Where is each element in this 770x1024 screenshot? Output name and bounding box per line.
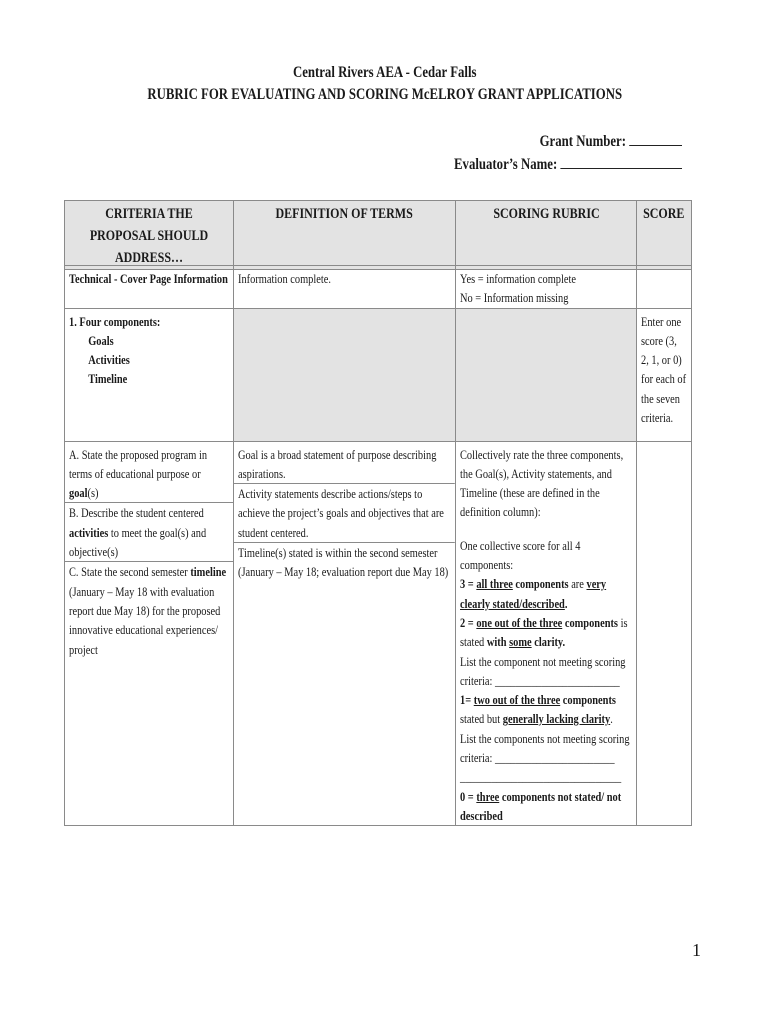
technical-criteria: Technical - Cover Page Information xyxy=(65,266,234,309)
definition-timeline: Timeline(s) stated is within the second semester (January – May 18; evaluation report due May 18) xyxy=(238,545,449,580)
rubric-list-2[interactable]: List the components not meeting scoring criteria: _______________________ _______________________________ xyxy=(460,730,630,785)
score-instruction: Enter one score (3, 2, 1, or 0) for each of the seven criteria. xyxy=(637,308,692,441)
detail-score-cell[interactable] xyxy=(637,441,692,826)
component-goals: Goals xyxy=(88,332,114,348)
components-definition-shaded xyxy=(234,308,456,441)
detail-criteria xyxy=(65,441,234,826)
rubric-header-table xyxy=(64,200,692,270)
definition-activity: Activity statements describe actions/steps to achieve the project’s goals and objectives that are student centered. xyxy=(238,486,444,540)
criteria-b: B. Describe the student centered activities to meet the goal(s) and objective(s) xyxy=(69,505,207,560)
detail-definitions xyxy=(234,441,456,826)
organization-name: Central Rivers AEA - Cedar Falls xyxy=(293,64,477,81)
components-rubric-shaded xyxy=(456,308,637,441)
grant-info xyxy=(397,133,682,179)
detail-rubric xyxy=(456,441,637,826)
technical-rubric: Yes = information complete No = Information missing xyxy=(456,266,637,309)
component-activities: Activities xyxy=(88,352,130,368)
criteria-column-header: CRITERIA THE PROPOSAL SHOULD ADDRESS… xyxy=(65,201,234,270)
grant-number-line[interactable]: Grant Number: xyxy=(397,133,682,156)
rubric-column-header: SCORING RUBRIC xyxy=(456,201,637,270)
technical-row xyxy=(65,266,692,309)
rubric-score-1: 1= two out of the three components stated but generally lacking clarity. xyxy=(460,692,616,727)
criteria-a: A. State the proposed program in terms of educational purpose or goal(s) xyxy=(69,446,208,501)
definition-goal: Goal is a broad statement of purpose describing aspirations. xyxy=(238,446,437,481)
rubric-score-0: 0 = three components not stated/ not described xyxy=(460,788,622,823)
rubric-body-table xyxy=(64,265,692,826)
page-number: 1 xyxy=(692,940,701,960)
document-title: RUBRIC FOR EVALUATING AND SCORING McELROY GRANT APPLICATIONS xyxy=(147,86,623,103)
components-row xyxy=(65,308,692,441)
criteria-c: C. State the second semester timeline (January – May 18 with evaluation report due May 18) for the proposed innovative educational experiences/ project xyxy=(69,564,227,657)
rubric-score-3: 3 = all three components are very clearly stated/described. xyxy=(460,576,607,611)
score-column-header: SCORE xyxy=(637,201,692,270)
detail-row xyxy=(65,441,692,826)
components-criteria xyxy=(65,308,234,441)
rubric-intro: Collectively rate the three components, the Goal(s), Activity statements, and Timeline (these are defined in the definition column): xyxy=(460,446,624,520)
definition-column-header: DEFINITION OF TERMS xyxy=(234,201,456,270)
rubric-collective-note: One collective score for all 4 components: xyxy=(460,537,581,573)
technical-definition: Information complete. xyxy=(234,266,456,309)
technical-score-cell[interactable] xyxy=(637,266,692,309)
component-timeline: Timeline xyxy=(88,371,128,387)
rubric-score-2: 2 = one out of the three components is stated with some clarity. xyxy=(460,614,628,650)
rubric-list-1[interactable]: List the component not meeting scoring criteria: ________________________ xyxy=(460,653,626,688)
evaluator-name-line[interactable]: Evaluator’s Name: xyxy=(397,156,682,179)
components-heading: 1. Four components: xyxy=(69,313,161,329)
